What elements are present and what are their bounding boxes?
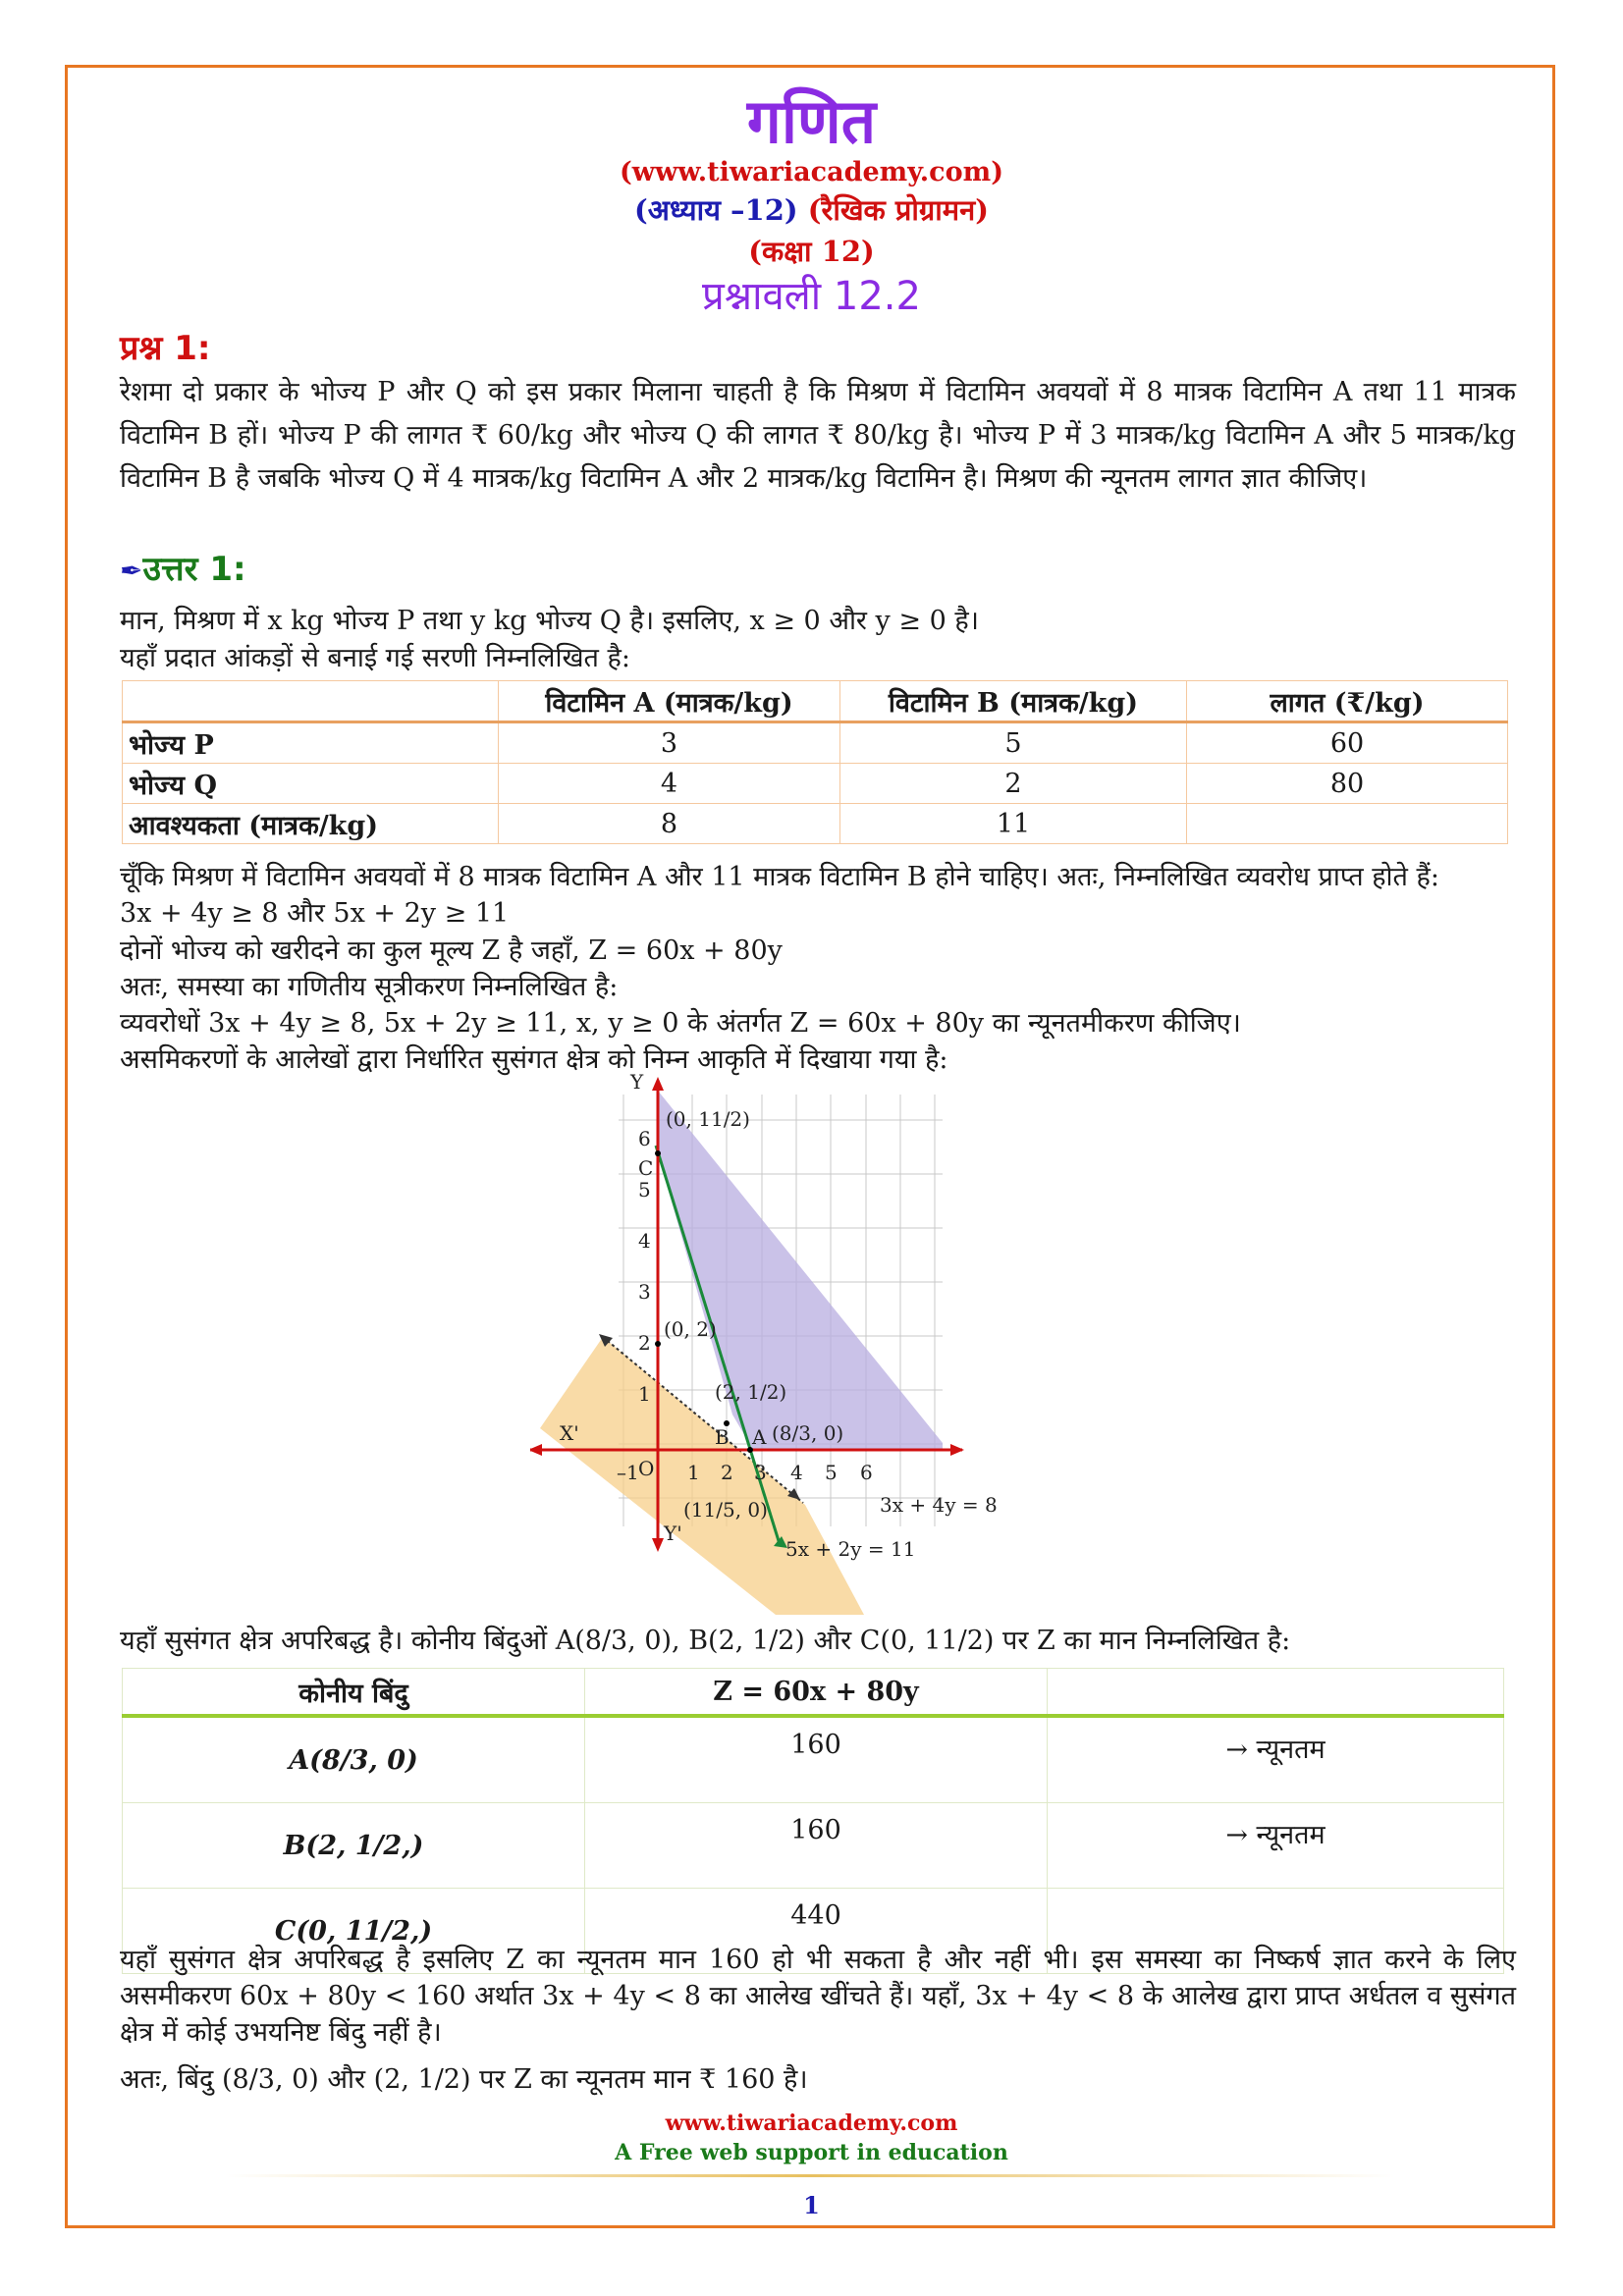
z-value: 160 [585,1803,1048,1889]
table-cell: 3 [499,722,840,764]
table-cell: भोज्य P [123,722,499,764]
y-tick: 1 [638,1382,651,1406]
z-note: → न्यूनतम [1048,1716,1504,1803]
question-heading: प्रश्न 1: [120,329,211,368]
x-tick: –1 [617,1461,639,1484]
label-c: (0, 11/2) [666,1107,750,1131]
line2-label: 5x + 2y = 11 [785,1537,916,1561]
table-cell: 5 [840,722,1187,764]
y-tick: 6 [638,1127,651,1150]
exercise-title: प्रश्नावली 12.2 [702,274,921,319]
y-tick: 4 [638,1229,651,1253]
table-header-cell: Z = 60x + 80y [585,1669,1048,1717]
x-arrow [950,1444,964,1456]
vertex-a-letter: A [752,1425,767,1449]
z-value: 440 [585,1889,1048,1974]
subject-title: गणित [746,85,877,157]
y-axis-label: Y [630,1070,644,1094]
answer-line-2: यहाँ प्रदात आंकड़ों से बनाई गई सरणी निम्नलिखित है: [120,643,630,673]
vertex-c-letter: C [638,1156,654,1180]
table-cell: 2 [840,764,1187,804]
table-row [123,1803,1504,1889]
corner-point: C(0, 11/2,) [123,1889,585,1974]
conclusion-paragraph: यहाँ सुसंगत क्षेत्र अपरिबद्ध है इसलिए Z का न्यूनतम मान 160 हो भी सकता है और नहीं भी। इस समस्या का निष्कर्ष ज्ञात करने के लिए असमीकरण 60x + 80y < 160 अर्थात 3x + 4y < 8 का आलेख खींचते हैं। यहाँ, 3x + 4y < 8 के आलेख द्वारा प्राप्त अर्धतल व सुसंगत क्षेत्र में कोई उभयनिष्ट बिंदु नहीं है। [120,1945,1516,2048]
x-tick: 2 [721,1461,733,1484]
answer-line-7: व्यवरोधों 3x + 4y ≥ 8, 5x + 2y ≥ 11, x, y ≥ 0 के अंतर्गत Z = 60x + 80y का न्यूनतमीकरण कीजिए। [120,1008,1241,1039]
class-label: (कक्षा 12) [748,235,875,268]
table-cell: 4 [499,764,840,804]
x-tick: 1 [687,1461,700,1484]
line1-label: 3x + 4y = 8 [880,1493,998,1517]
x-axis-neg-label: X' [560,1421,579,1445]
y-tick: 5 [638,1178,651,1201]
table-header-cell: विटामिन B (मात्रक/kg) [840,681,1187,722]
footer-website[interactable]: www.tiwariacademy.com [665,2110,958,2136]
table-row [123,1716,1504,1803]
table-header-row [123,681,1508,722]
z-value: 160 [585,1716,1048,1803]
table-header-cell: लागत (₹/kg) [1187,681,1508,722]
x-tick: 5 [825,1461,838,1484]
table-row [123,722,1508,764]
y-tick: 3 [638,1280,651,1304]
answer-heading-text: उत्तर 1: [142,550,246,589]
chapter-name: (रैखिक प्रोग्रामन) [807,193,989,227]
answer-line-6: अतः, समस्या का गणितीय सूत्रीकरण निम्नलिखित है: [120,972,619,1002]
header-website[interactable]: (www.tiwariacademy.com) [620,157,1003,187]
table-header-cell [123,681,499,722]
vitamin-table [122,680,1508,844]
vertex-b-letter: B [715,1425,730,1449]
vertex-c [655,1150,661,1156]
table-cell: 80 [1187,764,1508,804]
page-number: 1 [803,2191,820,2219]
x-tick: 4 [790,1461,803,1484]
z-note: → न्यूनतम [1048,1803,1504,1889]
label-b: (2, 1/2) [715,1380,787,1404]
y-tick: 2 [638,1331,651,1355]
answer-heading [120,545,246,590]
table-cell: 11 [840,804,1187,844]
point-02 [655,1341,661,1347]
table-header-cell: विटामिन A (मात्रक/kg) [499,681,840,722]
table-row [123,804,1508,844]
constraint-line: 3x + 4y ≥ 8 और 5x + 2y ≥ 11 [120,898,510,929]
label-02: (0, 2) [664,1317,717,1341]
answer-line-1: मान, मिश्रण में x kg भोज्य P तथा y kg भोज्य Q है। इसलिए, x ≥ 0 और y ≥ 0 है। [120,606,979,636]
answer-line-9: यहाँ सुसंगत क्षेत्र अपरिबद्ध है। कोनीय बिंदुओं A(8/3, 0), B(2, 1/2) और C(0, 11/2) पर Z का मान निम्नलिखित है: [120,1626,1291,1656]
y-axis-neg-label: Y' [664,1522,682,1545]
label-a: (8/3, 0) [772,1421,844,1445]
corner-point: A(8/3, 0) [123,1716,585,1803]
x-tick: 6 [860,1461,873,1484]
table-cell: 60 [1187,722,1508,764]
corner-point: B(2, 1/2,) [123,1803,585,1889]
answer-line-8: असमिकरणों के आलेखों द्वारा निर्धारित सुसंगत क्षेत्र को निम्न आकृति में दिखाया गया है: [120,1044,948,1075]
pen-icon: ✒ [120,555,143,587]
table-cell [1187,804,1508,844]
origin-label: O [638,1457,655,1480]
table-header-cell: कोनीय बिंदु [123,1669,585,1717]
table-header-row [123,1669,1504,1717]
table-cell: आवश्यकता (मात्रक/kg) [123,804,499,844]
corner-point-table [122,1668,1504,1974]
answer-line-5: दोनों भोज्य को खरीदने का कुल मूल्य Z है जहाँ, Z = 60x + 80y [120,935,783,966]
table-header-cell [1048,1669,1504,1717]
table-row [123,764,1508,804]
y-arrow-neg [652,1538,664,1552]
answer-line-3: चूँकि मिश्रण में विटामिन अवयवों में 8 मात्रक विटामिन A और 11 मात्रक विटामिन B होने चाहिए। अतः, निम्नलिखित व्यवरोध प्राप्त होते हैं: [120,862,1439,892]
footer-divider [226,2174,1394,2177]
y-arrow [652,1077,664,1091]
conclusion-final: अतः, बिंदु (8/3, 0) और (2, 1/2) पर Z का न्यूनतम मान ₹ 160 है। [120,2064,808,2095]
x-arrow-neg [530,1444,542,1456]
label-115: (11/5, 0) [683,1498,768,1522]
x-tick: 3 [754,1461,767,1484]
table-cell: 8 [499,804,840,844]
chapter-number: (अध्याय –12) [634,193,798,227]
feasible-region-graph [530,1065,1100,1615]
question-text: रेशमा दो प्रकार के भोज्य P और Q को इस प्रकार मिलाना चाहती है कि मिश्रण में विटामिन अवयवों में 8 मात्रक विटामिन A तथा 11 मात्रक विटामिन B हों। भोज्य P की लागत ₹ 60/kg और भोज्य Q की लागत ₹ 80/kg है। भोज्य P में 3 मात्रक/kg विटामिन A और 5 मात्रक/kg विटामिन B है जबकि भोज्य Q में 4 मात्रक/kg विटामिन A और 2 मात्रक/kg विटामिन है। मिश्रण की न्यूनतम लागत ज्ञात कीजिए। [120,377,1516,494]
table-cell: भोज्य Q [123,764,499,804]
chapter-line [0,190,1623,229]
footer-tagline: A Free web support in education [615,2140,1008,2165]
